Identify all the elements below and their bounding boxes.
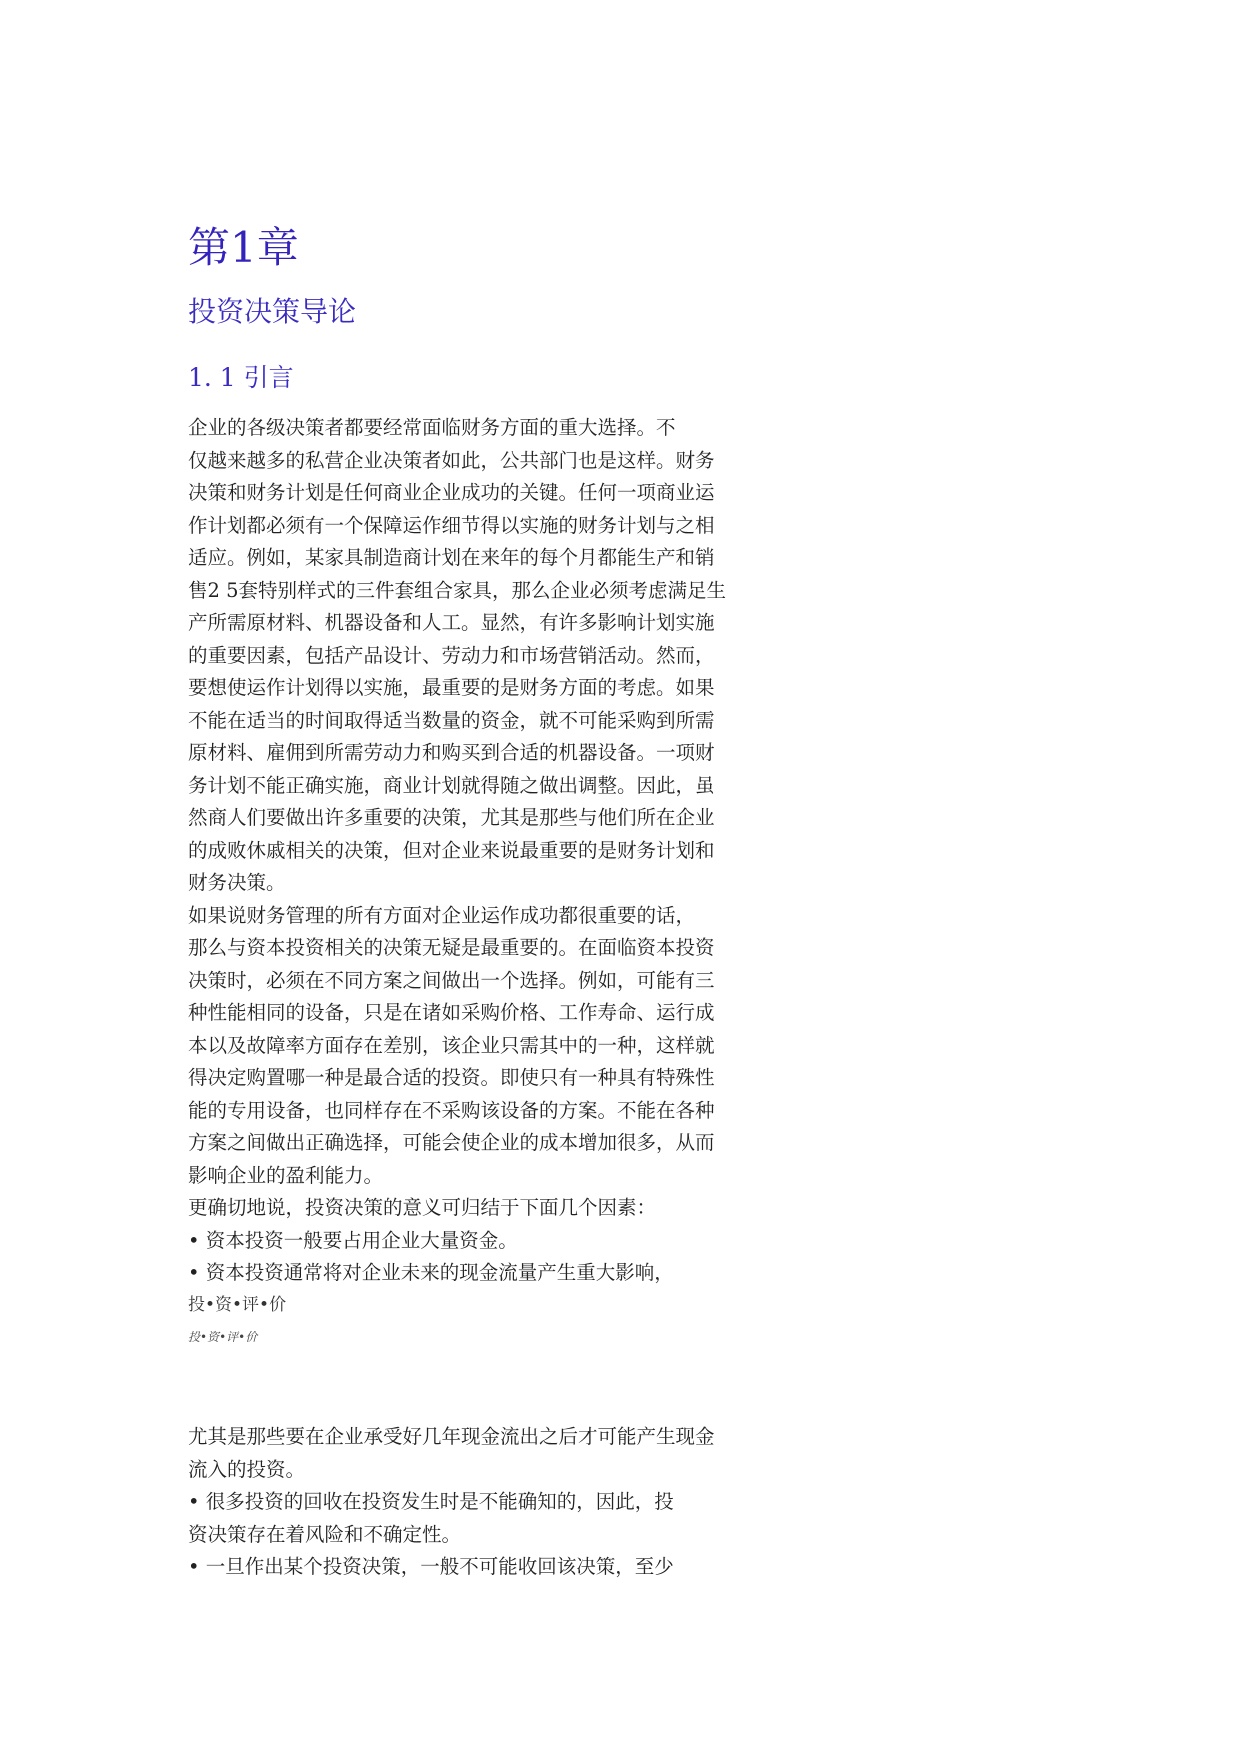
text-line: 流入的投资。 <box>188 1457 306 1481</box>
text-line: 作计划都必须有一个保障运作细节得以实施的财务计划与之相 <box>188 513 715 537</box>
text-line: • 一旦作出某个投资决策，一般不可能收回该决策，至少 <box>188 1555 674 1578</box>
running-header: 投•资•评•价 <box>188 1295 287 1315</box>
chapter-number: 第1章 <box>188 223 299 272</box>
text-line: 那么与资本投资相关的决策无疑是最重要的。在面临资本投资 <box>188 936 715 959</box>
body-text-block <box>188 412 768 1290</box>
text-line: 原材料、雇佣到所需劳动力和购买到合适的机器设备。一项财 <box>188 741 715 764</box>
text-line: 尤其是那些要在企业承受好几年现金流出之后才可能产生现金 <box>188 1425 715 1448</box>
text-line: • 资本投资通常将对企业未来的现金流量产生重大影响， <box>188 1261 674 1284</box>
text-line: 售2 5套特别样式的三件套组合家具，那么企业必须考虑满足生 <box>188 578 727 602</box>
text-line: • 很多投资的回收在投资发生时是不能确知的，因此，投 <box>188 1490 674 1513</box>
text-line: • 资本投资一般要占用企业大量资金。 <box>188 1228 518 1252</box>
text-line: 的重要因素，包括产品设计、劳动力和市场营销活动。然而， <box>188 643 715 667</box>
text-line: 财务决策。 <box>188 871 286 894</box>
text-line: 适应。例如，某家具制造商计划在来年的每个月都能生产和销 <box>188 546 715 569</box>
text-line: 决策和财务计划是任何商业企业成功的关键。任何一项商业运 <box>188 481 715 504</box>
text-line: 然商人们要做出许多重要的决策，尤其是那些与他们所在企业 <box>188 806 715 829</box>
text-line: 本以及故障率方面存在差别，该企业只需其中的一种，这样就 <box>188 1033 715 1057</box>
section-title: 1. 1 引言 <box>188 363 294 392</box>
body-text-block-continued <box>188 1421 768 1584</box>
text-line: 种性能相同的设备，只是在诸如采购价格、工作寿命、运行成 <box>188 1001 715 1024</box>
text-line: 更确切地说，投资决策的意义可归结于下面几个因素： <box>188 1196 657 1219</box>
chapter-title: 投资决策导论 <box>188 295 357 328</box>
text-line: 影响企业的盈利能力。 <box>188 1163 384 1187</box>
text-line: 产所需原材料、机器设备和人工。显然，有许多影响计划实施 <box>188 611 715 634</box>
text-line: 不能在适当的时间取得适当数量的资金，就不可能采购到所需 <box>188 708 715 732</box>
text-line: 仅越来越多的私营企业决策者如此，公共部门也是这样。财务 <box>188 448 715 472</box>
running-header-small: 投•资•评•价 <box>188 1330 258 1344</box>
text-line: 能的专用设备，也同样存在不采购该设备的方案。不能在各种 <box>188 1098 715 1122</box>
text-line: 方案之间做出正确选择，可能会使企业的成本增加很多，从而 <box>188 1131 715 1154</box>
text-line: 如果说财务管理的所有方面对企业运作成功都很重要的话， <box>188 903 696 927</box>
text-line: 的成败休戚相关的决策，但对企业来说最重要的是财务计划和 <box>188 838 715 862</box>
text-line: 企业的各级决策者都要经常面临财务方面的重大选择。不 <box>188 416 676 439</box>
text-line: 务计划不能正确实施，商业计划就得随之做出调整。因此，虽 <box>188 773 715 797</box>
text-line: 决策时，必须在不同方案之间做出一个选择。例如，可能有三 <box>188 968 715 992</box>
text-line: 要想使运作计划得以实施，最重要的是财务方面的考虑。如果 <box>188 676 715 699</box>
text-line: 得决定购置哪一种是最合适的投资。即使只有一种具有特殊性 <box>188 1066 715 1089</box>
text-line: 资决策存在着风险和不确定性。 <box>188 1522 462 1546</box>
